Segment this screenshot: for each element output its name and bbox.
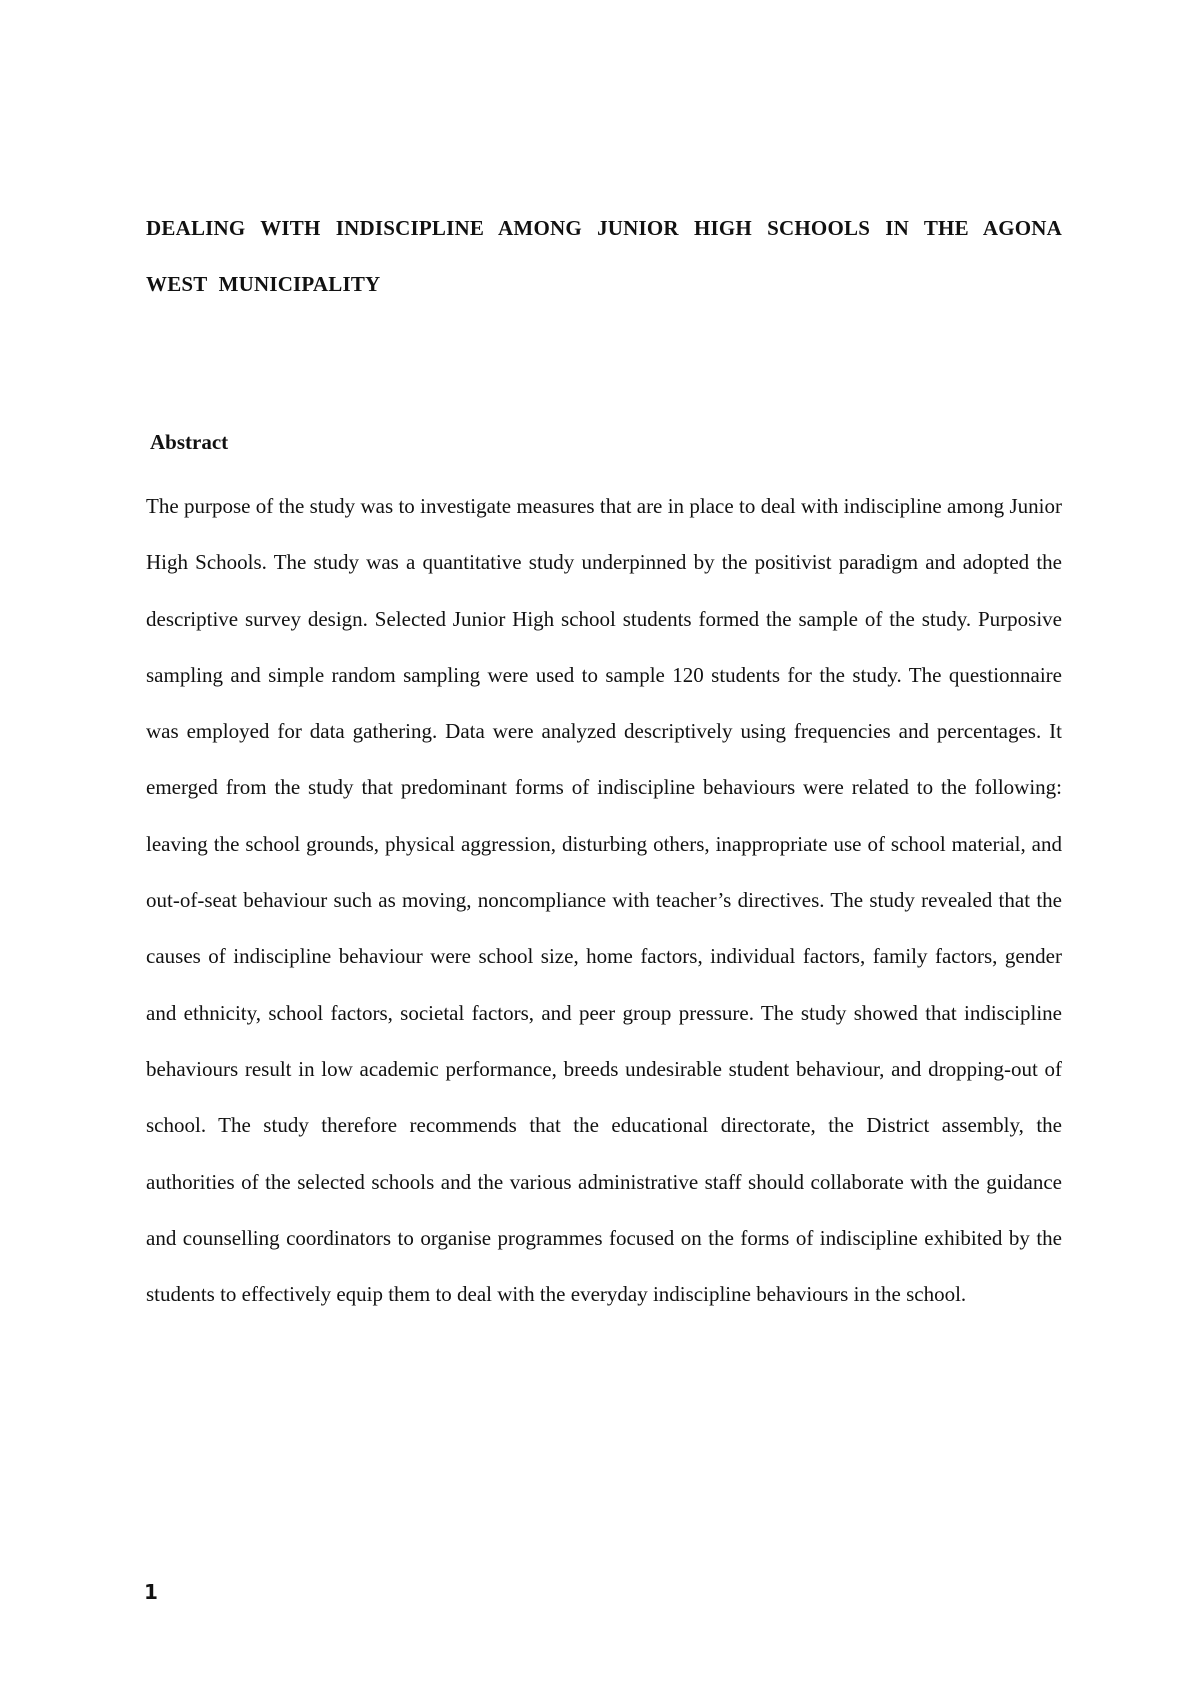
abstract-heading: Abstract [150,430,229,454]
paper-title: DEALING WITH INDISCIPLINE AMONG JUNIOR HIGH SCHOOLS IN THE AGONA WEST MUNICIPALITY [146,216,1062,296]
abstract-body: The purpose of the study was to investigate measures that are in place to deal with indiscipline among Junior High Schools. The study was a quantitative study underpinned by the positivist paradigm and adopted the descriptive survey design. Selected Junior High school students formed the sample of the study. Purposive sampling and simple random sampling were used to sample 120 students for the study. The questionnaire was employed for data gathering. Data were analyzed descriptively using frequencies and percentages. It emerged from the study that predominant forms of indiscipline behaviours were related to the following: leaving the school grounds, physical aggression, disturbing others, inappropriate use of school material, and out-of-seat behaviour such as moving, noncompliance with teacher’s directives. The study revealed that the causes of indiscipline behaviour were school size, home factors, individual factors, family factors, gender and ethnicity, school factors, societal factors, and peer group pressure. The study showed that indiscipline behaviours result in low academic performance, breeds undesirable student behaviour, and dropping-out of school. The study therefore recommends that the educational directorate, the District assembly, the authorities of the selected schools and the various administrative staff should collaborate with the guidance and counselling coordinators to organise programmes focused on the forms of indiscipline exhibited by the students to effectively equip them to deal with the everyday indiscipline behaviours in the school. [146,494,1062,1307]
page-number: 1 [144,1580,158,1604]
